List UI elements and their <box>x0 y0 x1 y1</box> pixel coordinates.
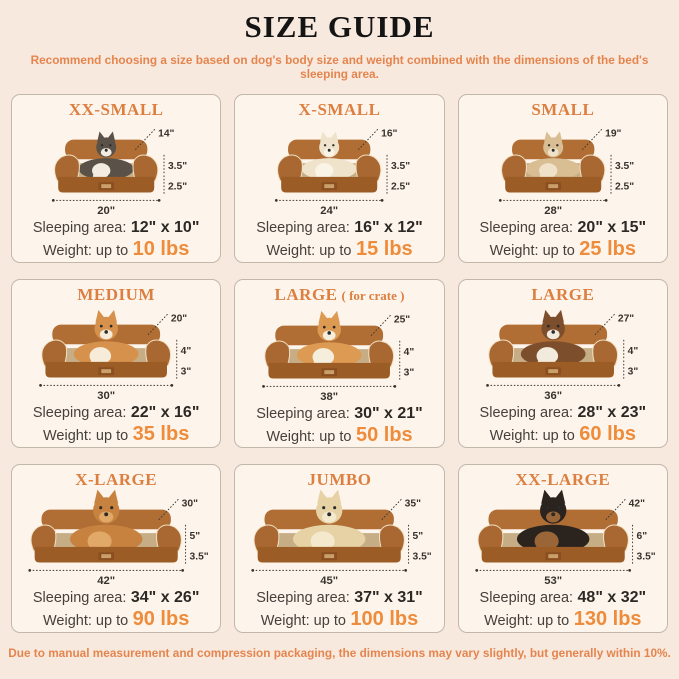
sleeping-area-label: Sleeping area: <box>32 590 127 606</box>
sleeping-area-label: Sleeping area: <box>32 220 127 236</box>
bed-brand-tag-label <box>101 554 111 558</box>
dim-width-line-end-left <box>475 569 478 572</box>
dim-width-line-end-right <box>394 385 397 388</box>
dim-height1-label: 5" <box>412 531 424 542</box>
weight-line <box>266 238 412 262</box>
page-subtitle: Recommend choosing a size based on dog's body size and weight combined with the dimensions of the bed's sleeping area. <box>30 53 649 81</box>
size-card <box>458 464 668 633</box>
weight-label: Weight: up to <box>484 613 570 629</box>
weight-value: 60 lbs <box>579 423 636 445</box>
dog-eye-right <box>556 144 558 146</box>
weight-value: 35 lbs <box>132 423 190 445</box>
sleeping-area-line <box>480 403 647 423</box>
dim-height2-label: 3" <box>180 366 192 378</box>
dim-height2-label: 3.5" <box>636 551 656 563</box>
dim-width-label: 20" <box>97 205 116 218</box>
dim-height1-label: 3.5" <box>614 161 634 172</box>
sleeping-area-value: 16" x 12" <box>354 219 423 236</box>
dim-height1-label: 4" <box>180 346 192 357</box>
size-card <box>458 279 668 448</box>
dog-eye-right <box>109 144 111 146</box>
sleeping-area-value: 48" x 32" <box>577 589 647 606</box>
dog-eye-right <box>333 326 336 329</box>
dim-width-label: 45" <box>320 575 339 588</box>
sleeping-area-value: 37" x 31" <box>354 589 423 606</box>
weight-label: Weight: up to <box>266 429 352 445</box>
sleeping-area-line <box>256 218 423 238</box>
dim-width-label: 36" <box>544 390 562 403</box>
dog-eye-left <box>99 506 102 509</box>
size-card <box>11 464 221 633</box>
sleeping-area-value: 12" x 10" <box>130 219 200 236</box>
weight-line <box>43 238 189 262</box>
dim-height1-label: 3.5" <box>168 161 188 172</box>
weight-value: 25 lbs <box>579 238 636 260</box>
dim-width-line-end-left <box>499 199 502 202</box>
sleeping-area-value: 30" x 21" <box>354 405 423 422</box>
sleeping-area-value: 22" x 16" <box>130 404 200 421</box>
dim-diagonal-label: 19" <box>604 128 622 140</box>
dim-height1-label: 5" <box>189 531 201 542</box>
dim-height1-label: 6" <box>636 531 647 542</box>
dim-diagonal-label: 20" <box>171 313 188 325</box>
weight-line <box>484 608 641 632</box>
dim-height1-label: 3.5" <box>391 161 411 172</box>
bed-illustration <box>16 490 216 588</box>
dog-eye-right <box>110 506 113 509</box>
dog-nose <box>105 149 108 152</box>
dog-nose <box>552 149 555 152</box>
dim-height2-label: 3.5" <box>189 551 209 563</box>
bed-illustration <box>463 305 663 403</box>
bed-figure <box>42 310 171 378</box>
bed-illustration <box>16 305 216 403</box>
dog-eye-right <box>110 325 113 328</box>
sleeping-area-line <box>256 404 423 424</box>
bed-illustration <box>463 120 663 218</box>
dim-width-line-end-left <box>263 385 266 388</box>
size-title <box>531 285 594 305</box>
weight-label: Weight: up to <box>42 428 129 444</box>
dog-eye-left <box>100 325 103 328</box>
dog-eye-right <box>333 144 335 146</box>
dog-nose <box>551 512 555 516</box>
dim-width-label: 38" <box>320 391 339 404</box>
size-card <box>11 279 221 448</box>
dim-width-line-end-right <box>405 569 408 572</box>
weight-label: Weight: up to <box>260 613 346 629</box>
weight-label: Weight: up to <box>489 428 575 444</box>
size-title <box>75 470 157 490</box>
size-name: SMALL <box>531 100 595 119</box>
dog-nose <box>104 512 108 516</box>
dim-width-line-end-left <box>486 384 489 387</box>
dog-nose <box>328 149 331 152</box>
sleeping-area-label: Sleeping area: <box>256 590 350 606</box>
weight-label: Weight: up to <box>42 243 129 259</box>
bed-figure <box>55 132 158 193</box>
sleeping-area-line <box>33 588 200 608</box>
dim-width-line-end-right <box>181 569 184 572</box>
dim-width-label: 53" <box>544 575 562 588</box>
dim-width-line-end-right <box>605 199 608 202</box>
sleeping-area-value: 28" x 23" <box>577 404 647 421</box>
size-card <box>11 94 221 263</box>
size-name: MEDIUM <box>77 285 155 304</box>
dim-diagonal-label: 16" <box>381 128 398 140</box>
bed-figure <box>278 132 381 193</box>
dog-eye-left <box>548 144 550 146</box>
dim-diagonal-label: 42" <box>628 498 645 510</box>
dog-eye-left <box>323 326 326 329</box>
weight-value: 100 lbs <box>350 608 419 630</box>
sleeping-area-line <box>33 403 200 423</box>
size-name: XX-LARGE <box>515 470 611 489</box>
weight-value: 10 lbs <box>132 238 190 260</box>
bed-brand-tag-label <box>548 369 558 373</box>
size-name: XX-SMALL <box>68 100 164 119</box>
size-name: LARGE <box>274 285 338 304</box>
size-card <box>234 279 444 448</box>
size-title <box>69 100 164 120</box>
dog-eye-left <box>547 325 550 328</box>
dog-eye-right <box>334 506 337 509</box>
dim-width-line-end-left <box>39 384 42 387</box>
sleeping-area-label: Sleeping area: <box>479 405 574 421</box>
dog-eye-left <box>546 506 549 509</box>
weight-label: Weight: up to <box>42 613 129 629</box>
sleeping-area-label: Sleeping area: <box>256 220 350 236</box>
weight-value: 50 lbs <box>355 424 413 446</box>
sleeping-area-value: 34" x 26" <box>130 589 200 606</box>
dog-eye-left <box>101 144 103 146</box>
dim-height2-label: 3" <box>627 366 639 378</box>
dim-width-line-end-left <box>252 569 255 572</box>
dog-eye-right <box>557 506 560 509</box>
weight-value: 15 lbs <box>355 238 413 260</box>
dog-nose <box>328 512 332 516</box>
bed-brand-tag-label <box>325 554 335 558</box>
dog-eye-left <box>323 506 326 509</box>
sleeping-area-label: Sleeping area: <box>479 590 574 606</box>
size-card <box>234 464 444 633</box>
bed-illustration <box>16 120 216 218</box>
dim-width-line-end-right <box>381 199 384 202</box>
weight-label: Weight: up to <box>489 243 575 259</box>
size-note: ( for crate ) <box>341 288 405 303</box>
dim-diagonal-label: 35" <box>405 498 422 510</box>
page-disclaimer: Due to manual measurement and compression packaging, the dimensions may vary slightly, but generally within 10%. <box>8 646 671 660</box>
dim-width-line-end-right <box>158 199 161 202</box>
sleeping-area-label: Sleeping area: <box>32 405 127 421</box>
dim-width-line-end-left <box>52 199 55 202</box>
size-name: LARGE <box>531 285 595 304</box>
weight-line <box>43 423 189 447</box>
dog-eye-left <box>324 144 326 146</box>
sleeping-area-label: Sleeping area: <box>256 406 350 422</box>
dim-height2-label: 2.5" <box>391 181 411 193</box>
bed-brand-tag-label <box>548 184 558 188</box>
sleeping-area-line <box>480 218 647 238</box>
size-card <box>458 94 668 263</box>
bed-figure <box>489 310 618 378</box>
size-name: X-SMALL <box>298 100 381 119</box>
size-title <box>531 100 594 120</box>
dim-width-line-end-right <box>628 569 631 572</box>
dim-width-label: 30" <box>97 390 116 403</box>
sleeping-area-line <box>256 588 423 608</box>
dim-height2-label: 2.5" <box>614 181 634 193</box>
size-title <box>308 470 372 490</box>
weight-label: Weight: up to <box>266 243 352 259</box>
bed-figure <box>254 490 404 563</box>
dog-nose <box>551 330 555 334</box>
bed-illustration <box>239 306 439 404</box>
size-title <box>515 470 610 490</box>
dim-diagonal-label: 27" <box>617 313 635 325</box>
weight-line <box>490 423 636 447</box>
bed-illustration <box>239 120 439 218</box>
dim-width-label: 24" <box>320 205 339 218</box>
weight-value: 90 lbs <box>132 608 190 630</box>
weight-line <box>261 608 418 632</box>
size-name: X-LARGE <box>75 470 158 489</box>
bed-figure <box>478 490 628 563</box>
size-grid <box>11 94 668 633</box>
dog-eye-right <box>557 325 560 328</box>
dog-nose <box>105 330 109 334</box>
dim-width-label: 42" <box>97 575 116 588</box>
sleeping-area-value: 20" x 15" <box>577 219 647 236</box>
weight-line <box>266 424 412 448</box>
dim-height2-label: 2.5" <box>168 181 188 193</box>
size-name: JUMBO <box>307 470 372 489</box>
sleeping-area-line <box>33 218 200 238</box>
dim-width-label: 28" <box>544 205 562 218</box>
sleeping-area-label: Sleeping area: <box>479 220 574 236</box>
bed-figure <box>501 132 604 193</box>
weight-line <box>43 608 189 632</box>
dim-height1-label: 4" <box>627 346 639 357</box>
bed-figure <box>31 490 181 563</box>
size-card <box>234 94 444 263</box>
dim-height2-label: 3" <box>404 367 415 379</box>
dim-diagonal-label: 14" <box>158 128 175 140</box>
bed-brand-tag-label <box>101 184 111 188</box>
weight-value: 130 lbs <box>573 608 642 630</box>
bed-brand-tag-label <box>548 554 558 558</box>
bed-brand-tag-label <box>325 370 335 374</box>
size-title <box>275 285 405 306</box>
dim-width-line-end-left <box>29 569 32 572</box>
size-title <box>77 285 155 305</box>
dim-diagonal-label: 30" <box>181 498 199 510</box>
page-title: SIZE GUIDE <box>244 9 435 44</box>
dim-height1-label: 4" <box>404 347 415 358</box>
sleeping-area-line <box>480 588 647 608</box>
dim-width-line-end-right <box>617 384 620 387</box>
bed-illustration <box>463 490 663 588</box>
size-title <box>299 100 381 120</box>
bed-figure <box>265 311 394 379</box>
dim-width-line-end-left <box>275 199 278 202</box>
dog-nose <box>328 331 332 335</box>
bed-brand-tag-label <box>101 369 111 373</box>
dim-height2-label: 3.5" <box>412 551 433 563</box>
weight-line <box>490 238 636 262</box>
bed-illustration <box>239 490 439 588</box>
bed-brand-tag-label <box>325 184 335 188</box>
dim-diagonal-label: 25" <box>394 314 411 326</box>
dim-width-line-end-right <box>171 384 174 387</box>
